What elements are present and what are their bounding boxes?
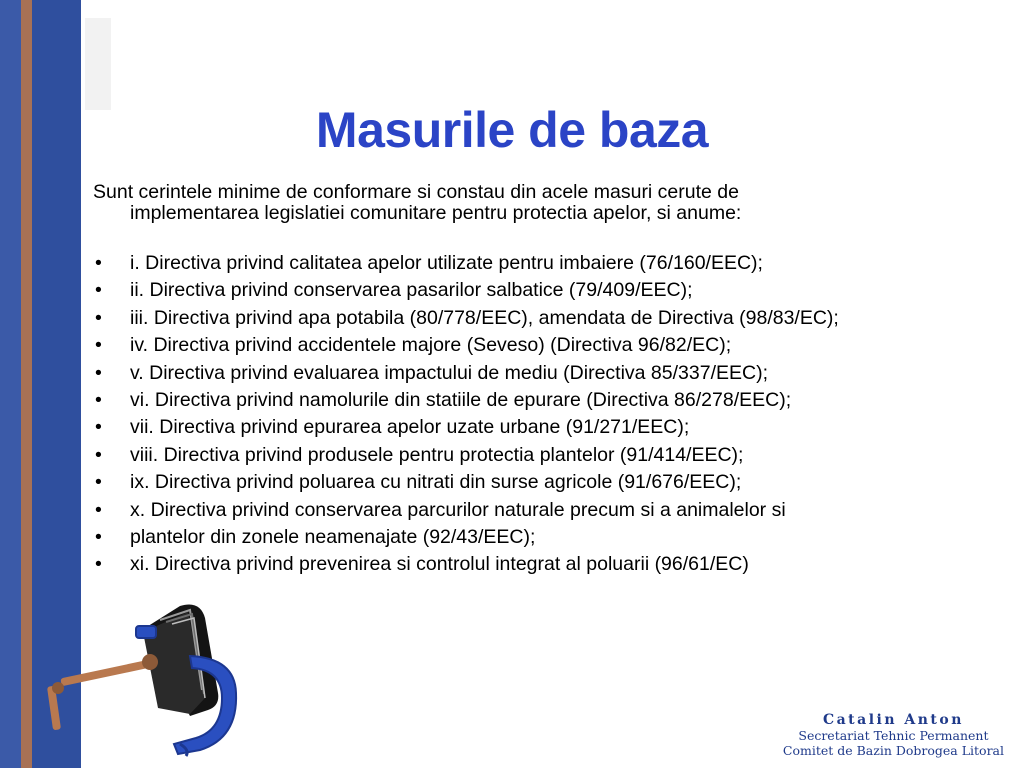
bullet-icon: •	[95, 416, 102, 439]
list-item: • xi. Directiva privind prevenirea si controlul integrat al poluarii (96/61/EC)	[93, 551, 993, 578]
bullet-icon: •	[95, 471, 102, 494]
bullet-icon: •	[95, 306, 102, 329]
bullet-icon: •	[95, 525, 102, 548]
slide-title: Masurile de baza	[315, 101, 709, 158]
bullet-icon: •	[95, 279, 102, 302]
intro-paragraph	[93, 182, 993, 224]
list-item: • i. Directiva privind calitatea apelor utilizate pentru imbaiere (76/160/EEC);	[93, 250, 993, 277]
bullet-icon: •	[95, 443, 102, 466]
decorative-ghost-block	[85, 18, 111, 110]
author-role: Secretariat Tehnic Permanent	[798, 728, 989, 743]
bullet-icon: •	[95, 553, 102, 576]
directive-list	[93, 250, 993, 579]
bullet-icon: •	[95, 388, 102, 411]
list-item: • v. Directiva privind evaluarea impactului de mediu (Directiva 85/337/EEC);	[93, 360, 993, 387]
bullet-icon: •	[95, 334, 102, 357]
list-item: • ix. Directiva privind poluarea cu nitrati din surse agricole (91/676/EEC);	[93, 469, 993, 496]
intro-line-2: implementarea legislatiei comunitare pentru protectia apelor, si anume:	[130, 202, 742, 224]
slide-body	[93, 182, 993, 579]
list-item: • x. Directiva privind conservarea parcurilor naturale precum si a animalelor si	[93, 497, 993, 524]
author-organization: Comitet de Bazin Dobrogea Litoral	[782, 743, 1004, 758]
wallet-in-clamp-icon	[40, 598, 250, 758]
author-signature	[783, 713, 1004, 758]
list-item: • iv. Directiva privind accidentele majore (Seveso) (Directiva 96/82/EC);	[93, 332, 993, 359]
intro-line-1: Sunt cerintele minime de conformare si constau din acele masuri cerute de	[93, 181, 739, 203]
list-item: • ii. Directiva privind conservarea pasarilor salbatice (79/409/EEC);	[93, 277, 993, 304]
list-item: • iii. Directiva privind apa potabila (80/778/EEC), amendata de Directiva (98/83/EC);	[93, 305, 993, 332]
list-item: • vii. Directiva privind epurarea apelor uzate urbane (91/271/EEC);	[93, 414, 993, 441]
bullet-icon: •	[95, 361, 102, 384]
bullet-icon: •	[95, 252, 102, 274]
bullet-icon: •	[95, 498, 102, 521]
list-item: • viii. Directiva privind produsele pentru protectia plantelor (91/414/EEC);	[93, 442, 993, 469]
author-name: Catalin Anton	[822, 712, 964, 728]
list-item: • plantelor din zonele neamenajate (92/43/EEC);	[93, 524, 993, 551]
clamp-screw	[47, 654, 158, 730]
list-item: • vi. Directiva privind namolurile din statiile de epurare (Directiva 86/278/EEC);	[93, 387, 993, 414]
